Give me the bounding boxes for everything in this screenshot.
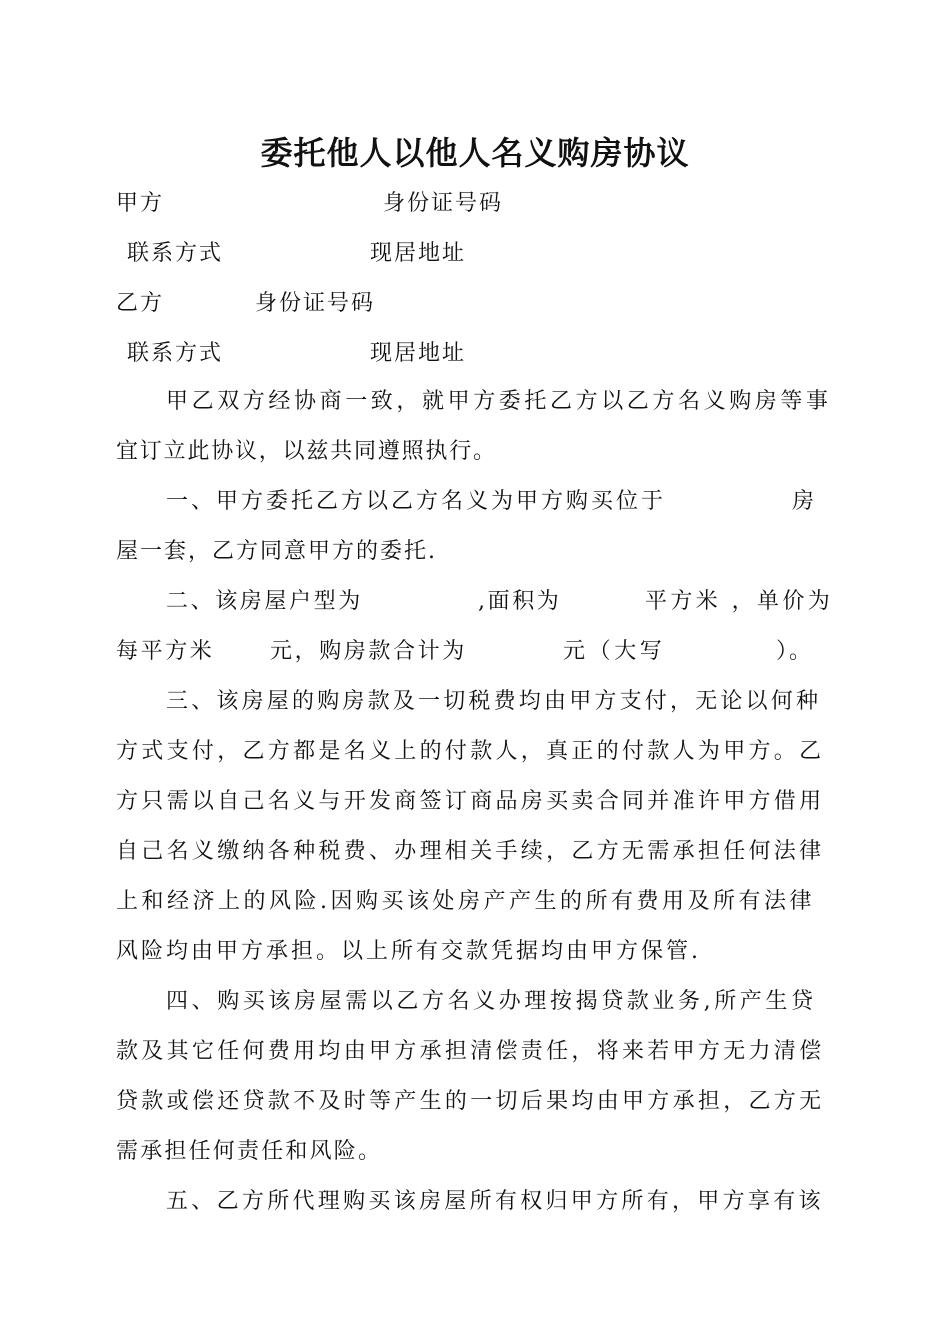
clause3-line: 自己名义缴纳各种税费、办理相关手续，乙方无需承担任何法律: [116, 839, 825, 864]
party-b-label: 乙方: [116, 291, 165, 316]
clause2-text: 平方米 ，单价为: [645, 589, 834, 614]
clause4-line: 四、购买该房屋需以乙方名义办理按揭贷款业务,所产生贷: [166, 989, 817, 1014]
clause2-text: 元（大写: [563, 639, 666, 664]
clause2-text: 每平方米: [116, 639, 215, 664]
clause3-line: 方只需以自己名义与开发商签订商品房买卖合同并准许甲方借用: [116, 789, 825, 814]
party-a-label: 甲方: [116, 191, 165, 216]
clause1-text: 屋一套，乙方同意甲方的委托.: [116, 539, 437, 564]
clause3-line: 三、该房屋的购房款及一切税费均由甲方支付，无论以何种: [166, 689, 822, 714]
party-a-contact-label: 联系方式: [127, 241, 224, 266]
party-b-id-label: 身份证号码: [255, 291, 376, 316]
clause2-text: 元，购房款合计为: [270, 639, 467, 664]
intro-line: 甲乙双方经协商一致，就甲方委托乙方以乙方名义购房等事: [166, 389, 832, 414]
clause2-text: ）。: [776, 639, 814, 664]
clause3-line: 方式支付，乙方都是名义上的付款人，真正的付款人为甲方。乙: [116, 739, 825, 764]
clause3-line: 风险均由甲方承担。以上所有交款凭据均由甲方保管.: [116, 939, 701, 964]
clause4-line: 款及其它任何费用均由甲方承担清偿责任，将来若甲方无力清偿: [116, 1039, 825, 1064]
clause3-line: 上和经济上的风险.因购买该处房产产生的所有费用及所有法律: [116, 889, 815, 914]
party-a-id-label: 身份证号码: [383, 191, 504, 216]
clause4-line: 贷款或偿还贷款不及时等产生的一切后果均由甲方承担，乙方无: [116, 1089, 825, 1114]
document-title: 委托他人以他人名义购房协议: [260, 134, 690, 172]
intro-line: 宜订立此协议，以兹共同遵照执行。: [116, 439, 497, 464]
party-b-contact-label: 联系方式: [127, 341, 224, 366]
party-b-address-label: 现居地址: [370, 341, 467, 366]
clause2-text: ,面积为: [478, 589, 562, 614]
clause5-line: 五、乙方所代理购买该房屋所有权归甲方所有，甲方享有该: [166, 1189, 824, 1214]
clause4-line: 需承担任何责任和风险。: [116, 1139, 383, 1164]
party-a-address-label: 现居地址: [370, 241, 467, 266]
clause1-text: 一、甲方委托乙方以乙方名义为甲方购买位于: [166, 489, 667, 514]
clause2-text: 二、该房屋户型为: [166, 589, 363, 614]
clause1-text: 房: [792, 489, 815, 514]
